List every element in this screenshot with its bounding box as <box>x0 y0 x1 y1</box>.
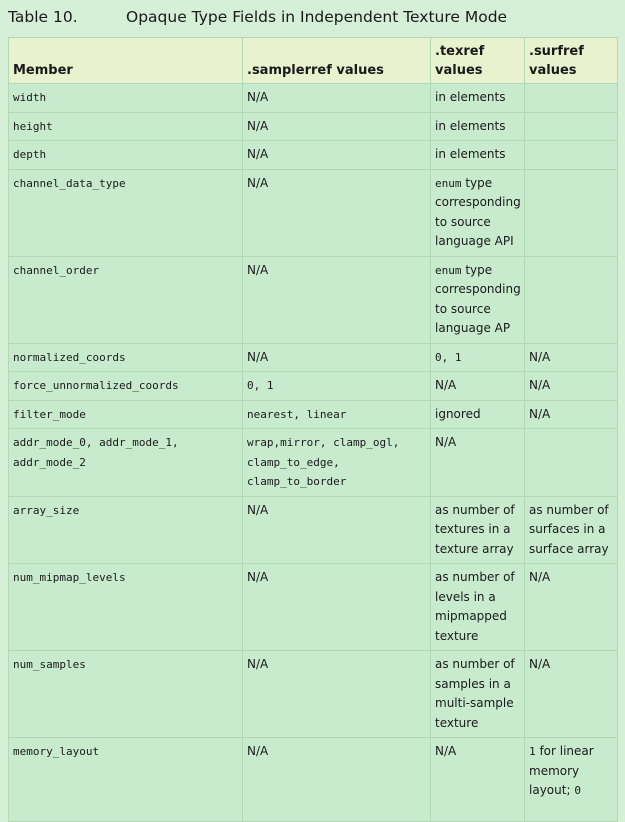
table-title: Opaque Type Fields in Independent Texture Mode <box>126 8 508 26</box>
cell-surfref <box>525 84 618 113</box>
cell-texref: in elements <box>431 112 525 141</box>
cell-samplerref: N/A <box>243 84 431 113</box>
cell-texref: N/A <box>431 372 525 401</box>
table-row <box>9 141 618 170</box>
cell-samplerref: N/A <box>243 343 431 372</box>
table-row <box>9 112 618 141</box>
cell-texref: as number of samples in a multi-sample texture <box>431 651 525 738</box>
table-row <box>9 429 618 497</box>
cell-surfref <box>525 169 618 256</box>
cell-member: channel_order <box>9 256 243 343</box>
cell-texref: 0, 1 <box>431 343 525 372</box>
cell-samplerref: nearest, linear <box>243 400 431 429</box>
table-row <box>9 256 618 343</box>
cell-surfref: N/A <box>525 343 618 372</box>
cell-member: num_mipmap_levels <box>9 564 243 651</box>
cell-texref: as number of textures in a texture array <box>431 496 525 564</box>
cell-member: normalized_coords <box>9 343 243 372</box>
table-row <box>9 400 618 429</box>
header-samplerref: .samplerref values <box>243 38 431 84</box>
cell-member: width <box>9 84 243 113</box>
cell-texref: N/A <box>431 738 525 822</box>
cell-texref: as number of levels in a mipmapped texture <box>431 564 525 651</box>
cell-samplerref: 0, 1 <box>243 372 431 401</box>
cell-surfref: N/A <box>525 651 618 738</box>
cell-surfref <box>525 429 618 497</box>
header-member: Member <box>9 38 243 84</box>
cell-surfref <box>525 256 618 343</box>
header-texref: .texref values <box>431 38 525 84</box>
header-surfref: .surfref values <box>525 38 618 84</box>
table-row <box>9 651 618 738</box>
cell-member: depth <box>9 141 243 170</box>
cell-samplerref: N/A <box>243 651 431 738</box>
cell-member: array_size <box>9 496 243 564</box>
table-row <box>9 564 618 651</box>
opaque-type-fields-table <box>8 37 618 822</box>
table-number: Table 10. <box>8 8 78 26</box>
cell-texref: N/A <box>431 429 525 497</box>
cell-surfref: N/A <box>525 372 618 401</box>
cell-samplerref: N/A <box>243 256 431 343</box>
cell-surfref: as number of surfaces in a surface array <box>525 496 618 564</box>
cell-texref: in elements <box>431 141 525 170</box>
table-row <box>9 738 618 822</box>
cell-samplerref: N/A <box>243 496 431 564</box>
cell-member: filter_mode <box>9 400 243 429</box>
cell-samplerref: N/A <box>243 738 431 822</box>
cell-member: num_samples <box>9 651 243 738</box>
cell-surfref: N/A <box>525 400 618 429</box>
cell-samplerref: N/A <box>243 564 431 651</box>
cell-member: channel_data_type <box>9 169 243 256</box>
cell-member: memory_layout <box>9 738 243 822</box>
cell-surfref <box>525 112 618 141</box>
cell-surfref <box>525 141 618 170</box>
cell-samplerref: N/A <box>243 169 431 256</box>
cell-texref: enum type corresponding to source language AP <box>431 256 525 343</box>
cell-member: addr_mode_0, addr_mode_1, addr_mode_2 <box>9 429 243 497</box>
cell-samplerref: wrap,mirror, clamp_ogl, clamp_to_edge, clamp_to_border <box>243 429 431 497</box>
cell-surfref: 1 for linear memory layout; 0 <box>525 738 618 822</box>
cell-texref: ignored <box>431 400 525 429</box>
cell-member: force_unnormalized_coords <box>9 372 243 401</box>
header-row <box>9 38 618 84</box>
table-row <box>9 84 618 113</box>
cell-samplerref: N/A <box>243 141 431 170</box>
table-row <box>9 496 618 564</box>
table-caption <box>8 8 507 30</box>
cell-texref: enum type corresponding to source language API <box>431 169 525 256</box>
cell-member: height <box>9 112 243 141</box>
cell-samplerref: N/A <box>243 112 431 141</box>
table-row <box>9 169 618 256</box>
cell-texref: in elements <box>431 84 525 113</box>
table-row <box>9 343 618 372</box>
table-row <box>9 372 618 401</box>
cell-surfref: N/A <box>525 564 618 651</box>
